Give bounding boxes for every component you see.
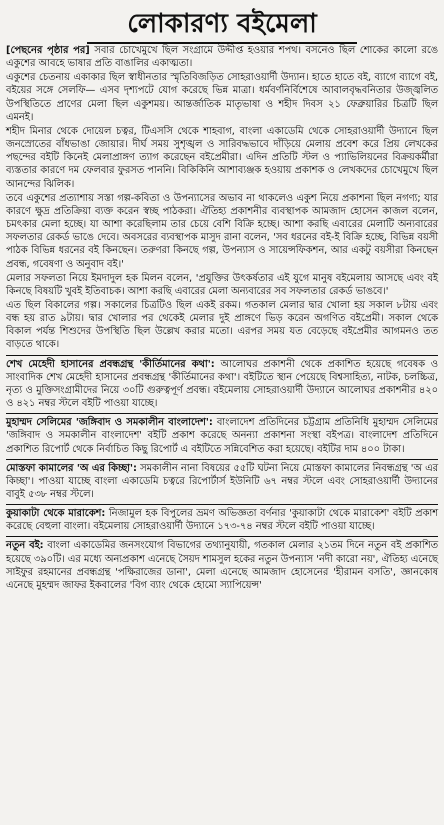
book-item-heading: মুহাম্মদ সেলিমের 'জঙ্গিবাদ ও সমকালীন বাংলাদেশ':: [6, 417, 213, 429]
headline: লোকারণ্য বইমেলা: [87, 6, 357, 44]
book-item-heading: কুয়াকাটা থেকে মারাকেশ:: [6, 508, 106, 520]
book-item-heading: শেখ মেহেদী হাসানের প্রবন্ধগ্রন্থ 'কীর্তিমানের কথা':: [6, 358, 215, 370]
paragraph: [6, 192, 438, 271]
book-item: [6, 413, 438, 455]
book-item-text: সমকালীন নানা বিষয়ের ৫৫টি ঘটনা নিয়ে মোস্তফা কামালের নিবন্ধগ্রন্থ 'অ এর কিচ্ছা'। পাওয়া যাচ্ছে বাংলা একাডেমি চত্বরে রিপোর্টার্স ইউনিটি ৬৭ নম্বর স্টলে এবং সোহরাওয়ার্দী উদ্যানের বাবুই ৫৩৮ নম্বর স্টলে।: [6, 462, 438, 500]
paragraph: [6, 44, 438, 70]
paragraph-text: মেলার সফলতা নিয়ে ইমদাদুল হক মিলন বলেন, 'প্রযুক্তির উৎকর্ষতার এই যুগে মানুষ বইমেলায় আসছে এবং বই কিনছে বিষয়টি খুবই ইতিবাচক। আশা করছি এবারের মেলা অন্যবারের সব সফলতার রেকর্ড ভাঙবে।': [6, 272, 438, 297]
book-item-text: নিজামুল হক বিপুলের ভ্রমণ অভিজ্ঞতা বর্ণনার 'কুয়াকাটা থেকে মারাকেশ' বইটি প্রকাশ করেছে বেহুলা বাংলা। বইমেলায় সোহরাওয়ার্দী উদ্যানে ১৭৩-৭৪ নম্বর স্টলে বইটি পাওয়া যাচ্ছে।: [6, 508, 438, 533]
paragraph: [6, 299, 438, 352]
paragraph-text: তবে একুশের প্রত্যাশায় সস্তা গল্প-কবিতা ও উপন্যাসের অভাব না থাকলেও একুশ নিয়ে প্রকাশনা ছিল নগণ্য; যার কারণে ক্ষুদ্র প্রতিক্রিয়া ব্যক্ত করেন স্বচ্ছ পাঠকরা। ঐতিহ্য প্রকাশনীর ব্যবস্থাপক আমজাদ হোসেন কাজল বলেন, চমৎকার মেলা হচ্ছে। যা আশা করেছিলাম তার চেয়ে বেশি বিক্রি হচ্ছে। আশা করছি এবারের মেলাটি অন্যবারের সফলতার রেকর্ড ভাঙে দেবে। অবসরের ব্যবস্থাপক মাসুদ রানা বলেন, 'সব ধরনের বই-ই বিক্রি হচ্ছে, বিভিন্ন বয়সী পাঠক বিভিন্ন ধরনের বই কিনছেন। তরুণরা কিনছে গল্প, উপন্যাস ও সায়েন্সফিকশন, আর একটু বয়সীরা কিনছেন প্রবন্ধ, গবেষণা ও অনুবাদ বই।': [6, 192, 438, 270]
book-item: [6, 459, 438, 501]
book-item: [6, 536, 438, 592]
book-item: [6, 355, 438, 411]
paragraph-text: একুশের চেতনায় একাকার ছিল স্বাধীনতার স্মৃতিবিজড়িত সোহরাওয়ার্দী উদ্যান। হাতে হাতে বই, ব্যাগে ব্যাগে বই, বইয়ের সঙ্গে সেলফি— এসব দৃশ্যপটে যোগ করেছে ভিন্ন মাত্রা। ধর্মবর্ণনির্বিশেষে আবালবৃদ্ধবনিতার উজ্জ্বলিত উপস্থিতিতে প্রাণের মেলা ছিল একুশময়। আন্তর্জাতিক মাতৃভাষা ও শহীদ দিবস ২১ ফেব্রুয়ারির চিত্রটি ছিল এমনই।: [6, 72, 438, 123]
paragraph: [6, 272, 438, 298]
paragraph-text: সবার চোখেমুখে ছিল সংগ্রামে উদ্দীপ্ত হওয়ার শপথ। বসনেও ছিল শোকের কালো রঙে একুশের আবহে ভাষার প্রতি বাঙালির একাত্মতা।: [6, 45, 438, 70]
article-body: [6, 44, 438, 592]
book-item-heading: নতুন বই:: [6, 540, 44, 552]
continuation-tag: [পেছনের পৃষ্ঠার পর]: [6, 45, 90, 56]
book-item-text: বাংলা একাডেমির জনসংযোগ বিভাগের তথ্যানুযায়ী, গতকাল মেলার ২১তম দিনে নতুন বই প্রকাশিত হয়েছে ৩৯০টি। এর মধ্যে অন্যপ্রকাশ এনেছে সৈয়দ শামসুল হকের নতুন উপন্যাস 'নদী কারো নয়', ঐতিহ্য এনেছে সাইফুর রহমানের প্রবন্ধগ্রন্থ 'পক্ষিরাজের ডানা', মেলা এনেছে আমজাদ হোসেনের 'হীরামন বসতি', জ্ঞানকোষ এনেছে মুহম্মদ জাফর ইকবালের 'বিগ ব্যাং থেকে হোমো স্যাপিয়েন্স': [6, 540, 438, 591]
book-item: [6, 504, 438, 533]
paragraph: [6, 125, 438, 191]
book-item-text: বাংলাদেশ প্রতিদিনের চট্টগ্রাম প্রতিনিধি মুহাম্মদ সেলিমের 'জঙ্গিবাদ ও সমকালীন বাংলাদেশ' বইটি প্রকাশ করেছে অনন্যা প্রকাশনা সংস্থা বইপত্র। বাংলাদেশ প্রতিদিনে প্রকাশিত রিপোর্ট থেকে নির্বাচিত কিছু রিপোর্ট এ বইটিতে সন্নিবেশিত করা হয়েছে। বইটির দাম ৪০০ টাকা।: [6, 417, 439, 455]
paragraph: [6, 71, 438, 124]
paragraph-text: শহীদ মিনার থেকে দোয়েল চত্বর, টিএসসি থেকে শাহবাগ, বাংলা একাডেমি থেকে সোহরাওয়ার্দী উদ্যানে ছিল জনস্রোতের বাঁধভাঙা জোয়ার। দীর্ঘ সময় সুশৃঙ্খল ও সারিবদ্ধভাবে দাঁড়িয়ে মেলায় প্রবেশ করে প্রিয় লেখকের পছন্দের বইটি কিনেই মেলাপ্রাঙ্গণ ত্যাগ করেছেন বইপ্রেমীরা। এদিন প্রতিটি স্টল ও প্যাভিলিয়নের বিক্রয়কর্মীরা ব্যস্ততার কারণে দম ফেলবার ফুরসত পাননি। বিকিকিনি আশাব্যঞ্জক হওয়ায় প্রকাশক ও লেখকদের চোখেমুখে ছিল আনন্দের ঝিলিক।: [6, 125, 438, 190]
paragraph-text: এত ছিল বিকালের গল্প। সকালের চিত্রটিও ছিল একই রকম। গতকাল মেলার দ্বার খোলা হয় সকাল ৮টায় এবং বন্ধ হয় রাত ৯টায়। দ্বার খোলার পর থেকেই মেলার দুই প্রাঙ্গণে ভিড় করেন অগণিত বইপ্রেমী। সকাল থেকে বিকাল পর্যন্ত শিশুদের উপস্থিতি ছিল উল্লেখ করার মতো। এরপর সময় যত বেড়েছে বইপ্রেমীর আগমনও তত বাড়তে থাকে।: [6, 299, 438, 351]
headline-area: [6, 4, 438, 44]
book-item-text: আলোঘর প্রকাশনী থেকে প্রকাশিত হয়েছে গবেষক ও সাংবাদিক শেখ মেহেদী হাসানের প্রবন্ধগ্রন্থ 'কীর্তিমানের কথা'। বইটিতে স্থান পেয়েছে বিশ্বসাহিত্য, নাটক, চলচ্চিত্র, নৃত্য ও মুক্তিসংগ্রামীদের নিয়ে ৩০টি গুরুত্বপূর্ণ প্রবন্ধ। বইমেলায় সোহরাওয়ার্দী উদ্যানে আলোঘর প্রকাশনীর ৪২০ ও ৪২১ নম্বর স্টলে বইটি পাওয়া যাচ্ছে।: [6, 358, 438, 410]
book-item-heading: মোস্তফা কামালের 'অ এর কিচ্ছা':: [6, 462, 137, 474]
